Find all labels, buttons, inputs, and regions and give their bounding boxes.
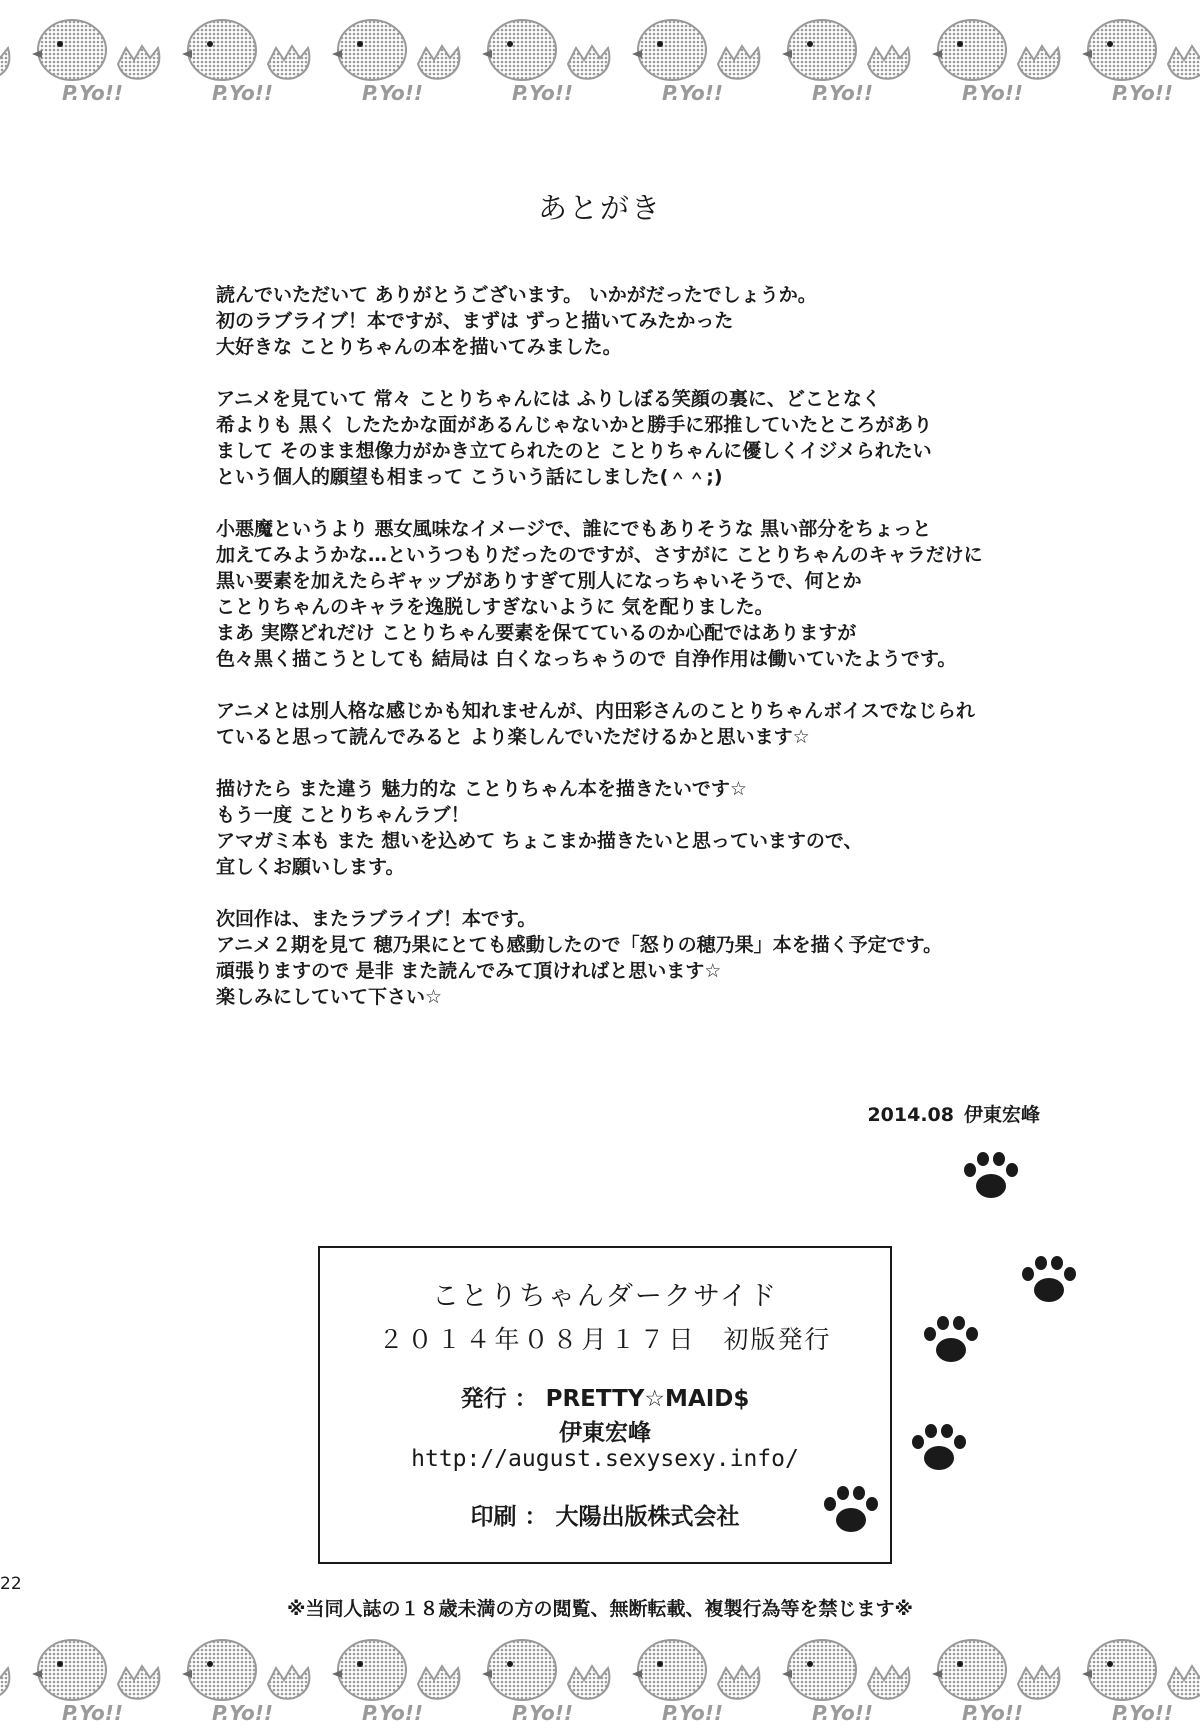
text-line: 楽しみにしていて下さい☆ bbox=[216, 986, 443, 1008]
egg-shell-icon bbox=[1168, 1666, 1200, 1699]
pyo-label: P.Yo!! bbox=[212, 1701, 273, 1725]
afterword-paragraph-4 bbox=[216, 698, 1116, 750]
afterword-paragraph-6 bbox=[216, 906, 1116, 1010]
chick-icon bbox=[932, 1640, 1006, 1700]
chick-icon bbox=[32, 1640, 106, 1700]
text-line: 宜しくお願いします。 bbox=[216, 856, 405, 878]
text-line: 頑張りますので 是非 また読んでみて頂ければと思います☆ bbox=[216, 960, 722, 982]
pyo-label: P.Yo!! bbox=[1112, 81, 1173, 105]
paw-print-icon bbox=[1016, 1252, 1082, 1308]
publisher: 発行 ： PRETTY☆MAID$ bbox=[460, 1386, 750, 1412]
egg-shell-icon bbox=[568, 1666, 609, 1699]
chick-icon bbox=[182, 1640, 256, 1700]
pyo-label: P.Yo!! bbox=[962, 81, 1023, 105]
afterword-paragraph-2 bbox=[216, 386, 1116, 490]
text-line: アマガミ本も また 想いを込めて ちょこまか描きたいと思っていますので、 bbox=[216, 830, 863, 852]
paw-print-icon bbox=[918, 1312, 984, 1368]
chick-icon bbox=[782, 20, 856, 80]
pyo-label: P.Yo!! bbox=[662, 81, 723, 105]
pyo-label: P.Yo!! bbox=[512, 1701, 573, 1725]
pyo-label: P.Yo!! bbox=[1112, 1701, 1173, 1725]
text-line: という個人的願望も相まって こういう話にしました(＾＾;) bbox=[216, 466, 723, 488]
text-line: もう一度 ことりちゃんラブ！ bbox=[216, 804, 470, 826]
chick-pattern-bottom bbox=[0, 1612, 1200, 1728]
text-line: 希よりも 黒く したたかな面があるんじゃないかと勝手に邪推していたところがあり bbox=[216, 414, 933, 436]
egg-shell-icon bbox=[1018, 46, 1059, 79]
text-line: アニメとは別人格な感じかも知れませんが、内田彩さんのことりちゃんボイスでなじられ bbox=[216, 700, 975, 722]
egg-shell-icon bbox=[568, 46, 609, 79]
pyo-label: P.Yo!! bbox=[962, 1701, 1023, 1725]
chick-icon bbox=[632, 20, 706, 80]
page-number: 22 bbox=[0, 1574, 22, 1594]
chick-icon bbox=[332, 20, 406, 80]
book-title: ことりちゃんダークサイド bbox=[431, 1281, 779, 1312]
egg-shell-icon bbox=[118, 1666, 159, 1699]
text-line: 小悪魔というより 悪女風味なイメージで、誰にでもありそうな 黒い部分をちょっと bbox=[216, 518, 932, 540]
egg-shell-icon bbox=[268, 46, 309, 79]
chick-icon bbox=[1082, 1640, 1156, 1700]
text-line: 色々黒く描こうとしても 結局は 白くなっちゃうので 自浄作用は働いていたようです。 bbox=[216, 648, 957, 670]
copyright-notice: ※当同人誌の１８歳未満の方の閲覧、無断転載、複製行為等を禁じます※ bbox=[287, 1598, 913, 1620]
afterword-body bbox=[216, 282, 1116, 1036]
egg-shell-icon bbox=[0, 1666, 9, 1699]
chick-pattern-top bbox=[0, 0, 1200, 118]
egg-shell-icon bbox=[118, 46, 159, 79]
afterword-paragraph-3 bbox=[216, 516, 1116, 672]
pyo-label: P.Yo!! bbox=[362, 1701, 423, 1725]
paw-print-icon bbox=[906, 1420, 972, 1476]
egg-shell-icon bbox=[868, 46, 909, 79]
signature-date: 2014.08 bbox=[867, 1104, 954, 1126]
chick-icon bbox=[32, 20, 106, 80]
edition-label: 初版発行 bbox=[723, 1325, 832, 1354]
text-line: 読んでいただいて ありがとうございます。 いかがだったでしょうか。 bbox=[216, 284, 817, 306]
pyo-label: P.Yo!! bbox=[62, 81, 123, 105]
chick-icon bbox=[932, 20, 1006, 80]
text-line: 大好きな ことりちゃんの本を描いてみました。 bbox=[216, 336, 622, 358]
text-line: 次回作は、またラブライブ！本です。 bbox=[216, 908, 537, 930]
signature bbox=[760, 1100, 1040, 1127]
afterword-paragraph-1 bbox=[216, 282, 1116, 360]
chick-egg-pattern bbox=[0, 1612, 1200, 1728]
egg-shell-icon bbox=[718, 1666, 759, 1699]
text-line: 黒い要素を加えたらギャップがありすぎて別人になっちゃいそうで、何とか bbox=[216, 570, 862, 592]
pyo-label: P.Yo!! bbox=[812, 81, 873, 105]
pyo-label: P.Yo!! bbox=[662, 1701, 723, 1725]
text-line: まして そのまま想像力がかき立てられたのと ことりちゃんに優しくイジメられたい bbox=[216, 440, 932, 462]
egg-shell-icon bbox=[0, 46, 9, 79]
egg-shell-icon bbox=[1168, 46, 1200, 79]
chick-icon bbox=[332, 1640, 406, 1700]
afterword-title: あとがき bbox=[537, 191, 662, 225]
text-line: 初のラブライブ！本ですが、まずは ずっと描いてみたかった bbox=[216, 310, 734, 332]
pyo-label: P.Yo!! bbox=[62, 1701, 123, 1725]
text-line: まあ 実際どれだけ ことりちゃん要素を保てているのか心配ではありますが bbox=[216, 622, 857, 644]
chick-icon bbox=[482, 20, 556, 80]
paw-print-icon bbox=[958, 1148, 1024, 1204]
egg-shell-icon bbox=[418, 1666, 459, 1699]
chick-icon bbox=[482, 1640, 556, 1700]
chick-egg-pattern bbox=[0, 0, 1200, 118]
egg-shell-icon bbox=[268, 1666, 309, 1699]
printer: 印刷 ： 大陽出版株式会社 bbox=[470, 1504, 740, 1530]
pyo-label: P.Yo!! bbox=[362, 81, 423, 105]
chick-icon bbox=[182, 20, 256, 80]
signature-author: 伊東宏峰 bbox=[963, 1104, 1040, 1126]
pyo-label: P.Yo!! bbox=[812, 1701, 873, 1725]
egg-shell-icon bbox=[718, 46, 759, 79]
author-name: 伊東宏峰 bbox=[559, 1420, 651, 1446]
pyo-label: P.Yo!! bbox=[512, 81, 573, 105]
text-line: ことりちゃんのキャラを逸脱しすぎないように 気を配りました。 bbox=[216, 596, 774, 618]
text-line: アニメ２期を見て 穂乃果にとても感動したので「怒りの穂乃果」本を描く予定です。 bbox=[216, 934, 943, 956]
chick-icon bbox=[632, 1640, 706, 1700]
text-line: 描けたら また違う 魅力的な ことりちゃん本を描きたいです☆ bbox=[216, 778, 747, 800]
author-website: http://august.sexysexy.info/ bbox=[411, 1446, 799, 1472]
egg-shell-icon bbox=[868, 1666, 909, 1699]
text-line: ていると思って読んでみると より楽しんでいただけるかと思います☆ bbox=[216, 726, 810, 748]
chick-icon bbox=[1082, 20, 1156, 80]
publication-date-value: ２０１４年０８月１７日 bbox=[378, 1325, 698, 1354]
egg-shell-icon bbox=[418, 46, 459, 79]
text-line: 加えてみようかな…というつもりだったのですが、さすがに ことりちゃんのキャラだけに bbox=[216, 544, 983, 566]
egg-shell-icon bbox=[1018, 1666, 1059, 1699]
colophon-box bbox=[318, 1246, 892, 1564]
publication-date bbox=[320, 1320, 890, 1356]
chick-icon bbox=[782, 1640, 856, 1700]
pyo-label: P.Yo!! bbox=[212, 81, 273, 105]
afterword-paragraph-5 bbox=[216, 776, 1116, 880]
text-line: アニメを見ていて 常々 ことりちゃんには ふりしぼる笑顔の裏に、どことなく bbox=[216, 388, 881, 410]
